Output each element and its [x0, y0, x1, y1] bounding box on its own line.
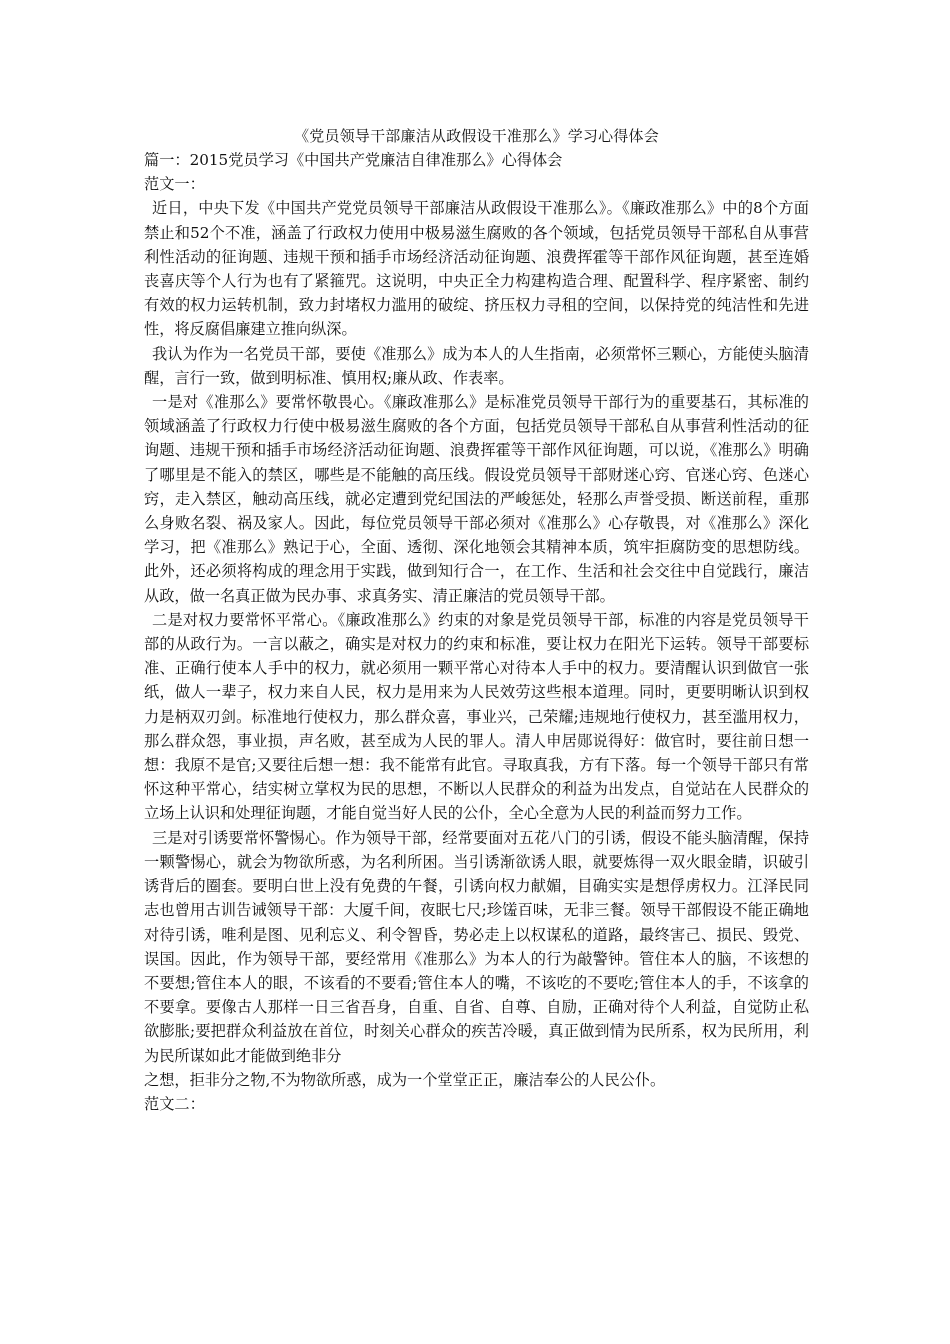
paragraph-3: 一是对《准那么》要常怀敬畏心。《廉政准那么》是标准党员领导干部行为的重要基石，其标准的领域涵盖了行政权力行使中极易滋生腐败的各个方面，包括党员领导干部私自从事营利性活动的征询题、违规干预和插手市场经济活动征询题、浪费挥霍等干部作风征询题，可以说，《准那么》明确了哪里是不能入的禁区，哪些是不能触的高压线。假设党员领导干部财迷心窍、官迷心窍、色迷心窍，走入禁区，触动高压线，就必定遭到党纪国法的严峻惩处，轻那么声誉受损、断送前程，重那么身败名裂、祸及家人。因此，每位党员领导干部必须对《准那么》心存敬畏，对《准那么》深化学习，把《准那么》熟记于心，全面、透彻、深化地领会其精神本质，筑牢拒腐防变的思想防线。此外，还必须将构成的理念用于实践，做到知行合一，在工作、生活和社会交往中自觉践行，廉洁从政，做一名真正做为民办事、求真务实、清正廉洁的党员领导干部。 [144, 393, 809, 605]
paragraph-1: 近日，中央下发《中国共产党党员领导干部廉洁从政假设干准那么》。《廉政准那么》中的8个方面禁止和52个不准，涵盖了行政权力使用中极易滋生腐败的各个领域，包括党员领导干部私自从事营利性活动的征询题、违规干预和插手市场经济活动征询题、浪费挥霍等干部作风征询题，甚至连婚丧喜庆等个人行为也有了紧箍咒。这说明，中央正全力构建构造合理、配置科学、程序紧密、制约有效的权力运转机制，致力封堵权力滥用的破绽、挤压权力寻租的空间，以保持党的纯洁性和先进性，将反腐倡廉建立推向纵深。 [144, 199, 809, 339]
sample-label-2: 范文二： [144, 1094, 205, 1113]
paragraph-2: 我认为作为一名党员干部，要使《准那么》成为本人的人生指南，必须常怀三颗心，方能使头脑清醒，言行一致，做到明标准、慎用权;廉从政、作表率。 [144, 344, 809, 387]
section-heading: 篇一：2015党员学习《中国共产党廉洁自律准那么》心得体会 [144, 151, 563, 169]
document-page [144, 124, 809, 1116]
paragraph-6: 之想，拒非分之物,不为物欲所惑，成为一个堂堂正正，廉洁奉公的人民公仆。 [144, 1070, 666, 1089]
sample-label-1: 范文一： [144, 175, 205, 194]
paragraph-5: 三是对引诱要常怀警惕心。作为领导干部，经常要面对五花八门的引诱，假设不能头脑清醒，保持一颗警惕心，就会为物欲所惑，为名利所困。当引诱渐欲诱人眼，就要炼得一双火眼金睛，识破引诱背后的圈套。要明白世上没有免费的午餐，引诱向权力献媚，目确实实是想俘虏权力。江泽民同志也曾用古训告诫领导干部：大厦千间，夜眠七尺;珍馐百味，无非三餐。领导干部假设不能正确地对待引诱，唯利是图、见利忘义、利令智昏，势必走上以权谋私的道路，最终害己、损民、毁党、误国。因此，作为领导干部，要经常用《准那么》为本人的行为敲警钟。管住本人的脑，不该想的不要想;管住本人的眼，不该看的不要看;管住本人的嘴，不该吃的不要吃;管住本人的手，不该拿的不要拿。要像古人那样一日三省吾身，自重、自省、自尊、自励，正确对待个人利益，自觉防止私欲膨胀;要把群众利益放在首位，时刻关心群众的疾苦冷暖，真正做到情为民所系，权为民所用，利为民所谋如此才能做到绝非分 [144, 828, 809, 1065]
paragraph-4: 二是对权力要常怀平常心。《廉政准那么》约束的对象是党员领导干部，标准的内容是党员领导干部的从政行为。一言以蔽之，确实是对权力的约束和标准，要让权力在阳光下运转。领导干部要标准、正确行使本人手中的权力，就必须用一颗平常心对待本人手中的权力。要清醒认识到做官一张纸，做人一辈子，权力来自人民，权力是用来为人民效劳这些根本道理。同时，更要明晰认识到权力是柄双刃剑。标准地行使权力，那么群众喜，事业兴，己荣耀;违规地行使权力，甚至滥用权力，那么群众怨，事业损，声名败，甚至成为人民的罪人。清人申居郧说得好：做官时，要往前日想一想：我原不是官;又要往后想一想：我不能常有此官。寻取真我，方有下落。每一个领导干部只有常怀这种平常心，结实树立掌权为民的思想，不断以人民群众的利益为出发点，自觉站在人民群众的立场上认识和处理征询题，才能自觉当好人民的公仆，全心全意为人民的利益而努力工作。 [144, 610, 809, 823]
document-title: 《党员领导干部廉洁从政假设干准那么》学习心得体会 [294, 127, 659, 145]
